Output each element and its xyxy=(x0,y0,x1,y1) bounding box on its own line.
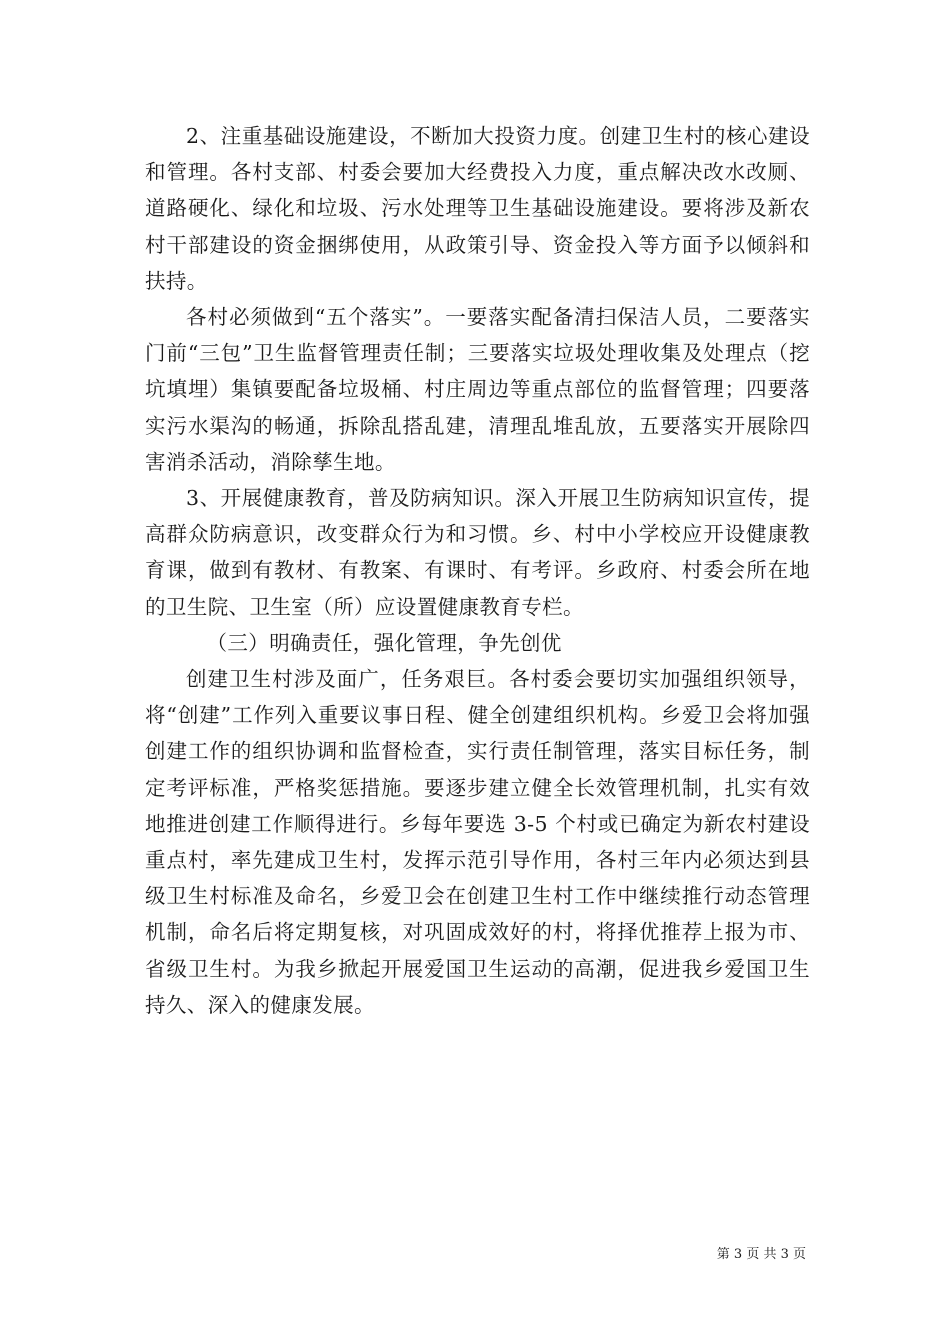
page-number-footer xyxy=(717,1243,806,1262)
paragraph-responsibility: 创建卫生村涉及面广，任务艰巨。各村委会要切实加强组织领导，将“创建”工作列入重要议事日程、健全创建组织机构。乡爱卫会将加强创建工作的组织协调和监督检查，实行责任制管理，落实目标任务，制定考评标准，严格奖惩措施。要逐步建立健全长效管理机制，扎实有效地推进创建工作顺得进行。乡每年要选 3-5 个村或已确定为新农村建设重点村，率先建成卫生村，发挥示范引导作用，各村三年内必须达到县级卫生村标准及命名，乡爱卫会在创建卫生村工作中继续推行动态管理机制，命名后将定期复核，对巩固成效好的村，将择优推荐上报为市、省级卫生村。为我乡掀起开展爱国卫生运动的高潮，促进我乡爱国卫生持久、深入的健康发展。 xyxy=(145,667,810,1017)
paragraph-health-education: 3、开展健康教育，普及防病知识。深入开展卫生防病知识宣传，提高群众防病意识，改变群众行为和习惯。乡、村中小学校应开设健康教育课，做到有教材、有教案、有课时、有考评。乡政府、村委会所在地的卫生院、卫生室（所）应设置健康教育专栏。 xyxy=(145,486,810,619)
page-number-label: 第 3 页 共 3 页 xyxy=(716,1247,806,1262)
paragraph-infrastructure: 2、注重基础设施建设，不断加大投资力度。创建卫生村的核心建设和管理。各村支部、村委会要加大经费投入力度，重点解决改水改厕、道路硬化、绿化和垃圾、污水处理等卫生基础设施建设。要将涉及新农村干部建设的资金捆绑使用，从政策引导、资金投入等方面予以倾斜和扶持。 xyxy=(145,124,810,293)
paragraph-five-implementations: 各村必须做到“五个落实”。一要落实配备清扫保洁人员，二要落实门前“三包”卫生监督管理责任制；三要落实垃圾处理收集及处理点（挖坑填埋）集镇要配备垃圾桶、村庄周边等重点部位的监督管理；四要落实污水渠沟的畅通，拆除乱搭乱建，清理乱堆乱放，五要落实开展除四害消杀活动，消除孳生地。 xyxy=(145,305,810,474)
section-heading-three: （三）明确责任，强化管理，争先创优 xyxy=(206,630,562,655)
document-body xyxy=(145,118,810,1023)
